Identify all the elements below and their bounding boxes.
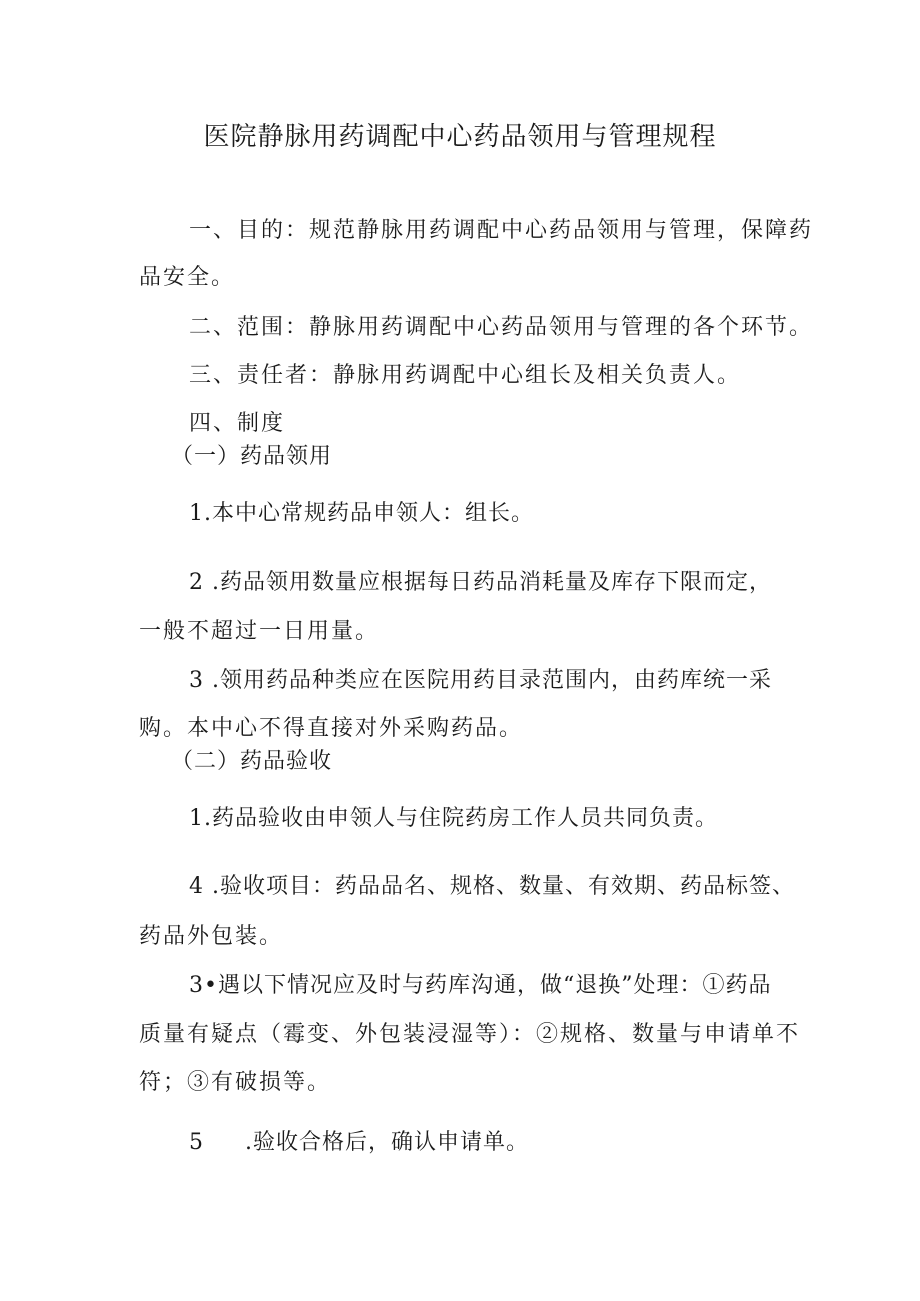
acceptance-item-3-line-3: 符；③有破损等。 [139, 1070, 332, 1095]
acceptance-item-4-text: .验收合格后，确认申请单。 [245, 1130, 529, 1155]
responsible-line: 三、责任者：静脉用药调配中心组长及相关负责人。 [189, 363, 742, 388]
requisition-item-3-line-1: 3 .领用药品种类应在医院用药目录范围内，由药库统一采 [189, 668, 772, 693]
requisition-item-2-line-1: 2 .药品领用数量应根据每日药品消耗量及库存下限而定， [189, 570, 772, 595]
system-heading: 四、制度 [189, 411, 286, 436]
acceptance-item-3-line-1: 3•遇以下情况应及时与药库沟通，做“退换”处理：①药品 [189, 973, 772, 998]
acceptance-item-2-line-1: 4 .验收项目：药品品名、规格、数量、有效期、药品标签、 [189, 874, 795, 899]
subsection-heading-acceptance: （二）药品验收 [171, 749, 333, 774]
requisition-item-3-line-2: 购。本中心不得直接对外采购药品。 [139, 716, 524, 741]
purpose-line-1: 一、目的：规范静脉用药调配中心药品领用与管理，保障药 [189, 218, 814, 243]
acceptance-item-2-line-2: 药品外包装。 [139, 924, 284, 949]
requisition-item-1: 1.本中心常规药品申领人：组长。 [189, 501, 534, 526]
acceptance-item-3-line-2: 质量有疑点（霉变、外包装浸湿等）：②规格、数量与申请单不 [139, 1022, 801, 1047]
subsection-heading-requisition: （一）药品领用 [171, 444, 333, 469]
document-title: 医院静脉用药调配中心药品领用与管理规程 [203, 122, 717, 152]
scope-line: 二、范围：静脉用药调配中心药品领用与管理的各个环节。 [189, 315, 814, 340]
requisition-item-2-line-2: 一般不超过一日用量。 [139, 619, 380, 644]
acceptance-item-1: 1.药品验收由申领人与住院药房工作人员共同负责。 [189, 806, 718, 831]
acceptance-item-4-number: 5 [189, 1130, 205, 1155]
purpose-line-2: 品安全。 [139, 265, 236, 290]
